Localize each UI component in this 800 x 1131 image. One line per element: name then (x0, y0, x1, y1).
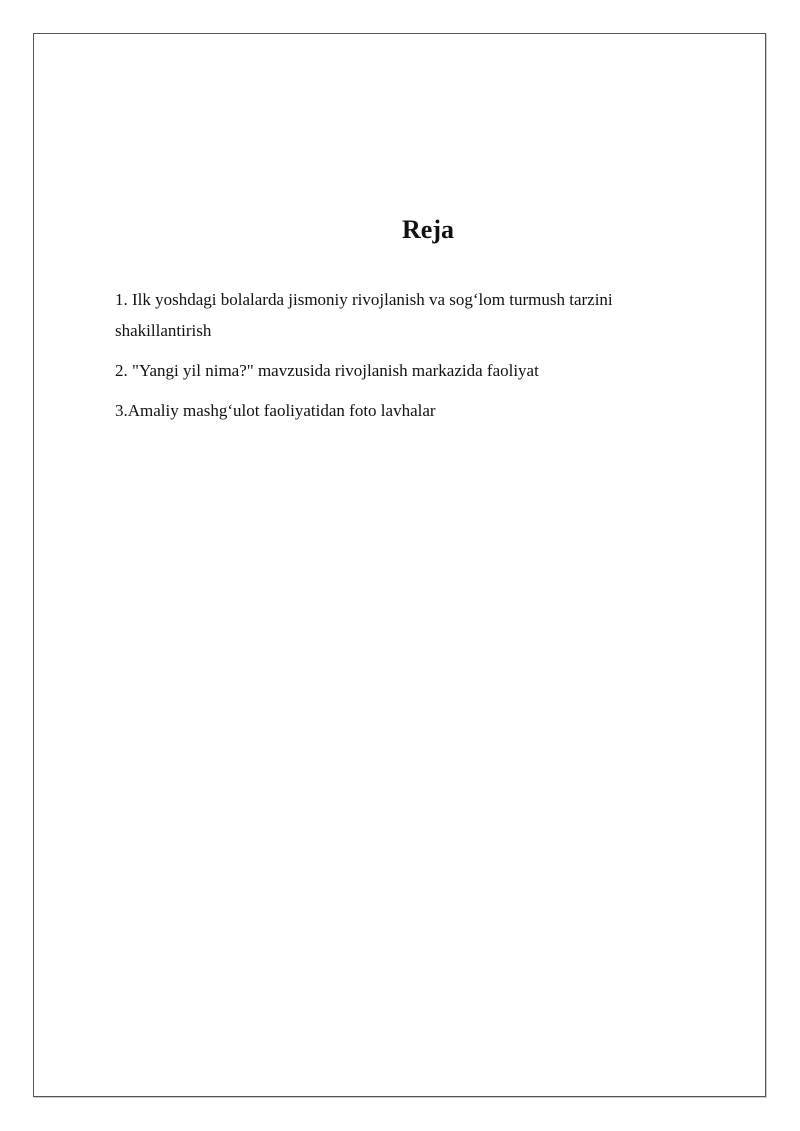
plan-list (115, 284, 695, 435)
page-border (33, 33, 766, 1097)
page-title: Reja (402, 215, 454, 244)
plan-item-2: 2. "Yangi yil nima?" mavzusida rivojlanish markazida faoliyat (115, 361, 539, 380)
plan-item-3: 3.Amaliy mashg‘ulot faoliyatidan foto lavhalar (115, 401, 436, 420)
plan-item-1: 1. Ilk yoshdagi bolalarda jismoniy rivojlanish va sog‘lom turmush tarzini shakillantirish (115, 290, 613, 340)
